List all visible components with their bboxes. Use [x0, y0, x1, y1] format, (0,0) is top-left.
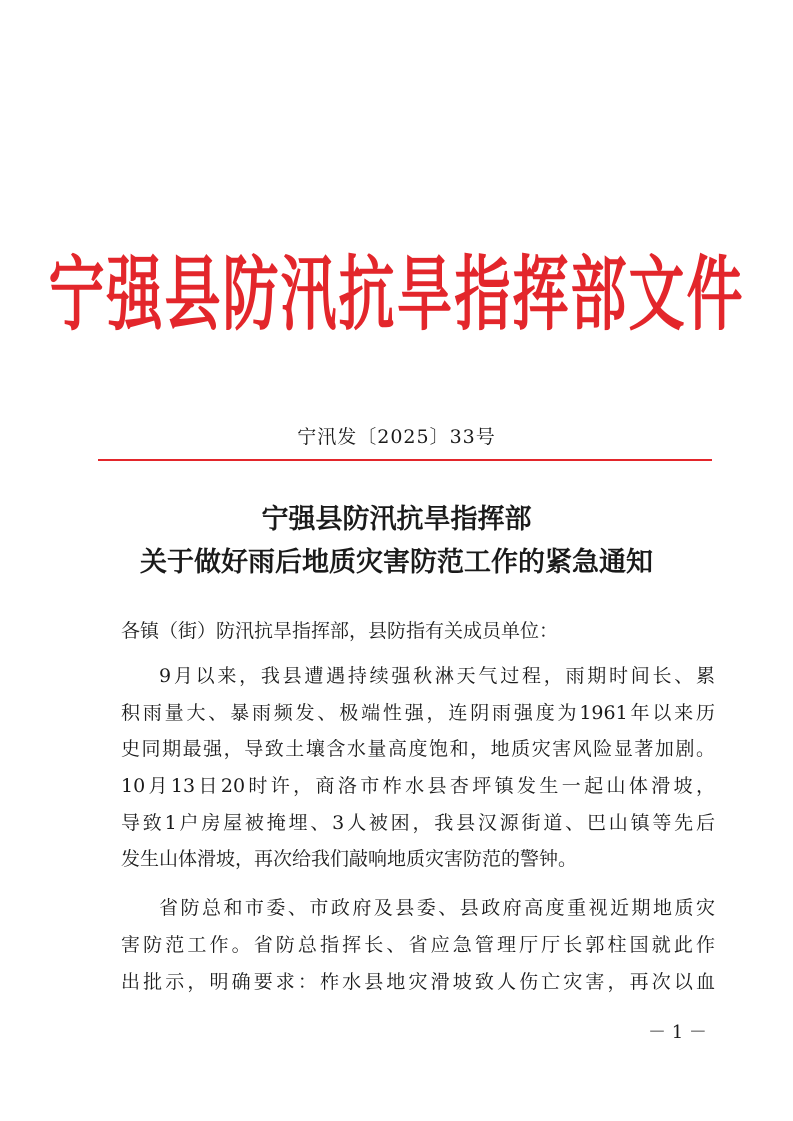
paragraph-gap — [121, 878, 715, 890]
paragraph-line: 省防总和市委、市政府及县委、县政府高度重视近期地质灾 — [159, 897, 715, 920]
title-line-2: 关于做好雨后地质灾害防范工作的紧急通知 — [140, 547, 653, 578]
paragraph-line: 10月13日20时许，商洛市柞水县杏坪镇发生一起山体滑坡， — [121, 775, 715, 798]
document-number: 宁汛发〔2025〕33号 — [297, 426, 496, 448]
notice-title — [0, 498, 793, 584]
body-text — [121, 612, 715, 1000]
paragraph-line: 积雨量大、暴雨频发、极端性强，连阴雨强度为1961年以来历 — [121, 701, 715, 724]
red-separator-line — [98, 459, 712, 461]
page-number: － 1 － — [648, 1022, 707, 1043]
paragraph-line: 史同期最强，导致土壤含水量高度饱和，地质灾害风险显著加剧。 — [121, 738, 715, 761]
paragraph-2 — [121, 890, 715, 1000]
paragraph-line: 害防范工作。省防总指挥长、省应急管理厅厅长郭柱国就此作 — [121, 933, 715, 956]
salutation: 各镇（街）防汛抗旱指挥部，县防指有关成员单位： — [121, 620, 559, 642]
paragraph-1 — [121, 658, 715, 878]
masthead-title: 宁强县防汛抗旱指挥部文件 — [48, 246, 745, 343]
paragraph-line: 发生山体滑坡，再次给我们敲响地质灾害防范的警钟。 — [121, 848, 578, 871]
title-line-1: 宁强县防汛抗旱指挥部 — [261, 504, 532, 535]
paragraph-line: 导致1户房屋被掩埋、3人被困，我县汉源街道、巴山镇等先后 — [121, 811, 715, 834]
paragraph-line: 9月以来，我县遭遇持续强秋淋天气过程，雨期时间长、累 — [159, 665, 715, 687]
paragraph-line: 出批示，明确要求：柞水县地灾滑坡致人伤亡灾害，再次以血 — [121, 970, 715, 993]
